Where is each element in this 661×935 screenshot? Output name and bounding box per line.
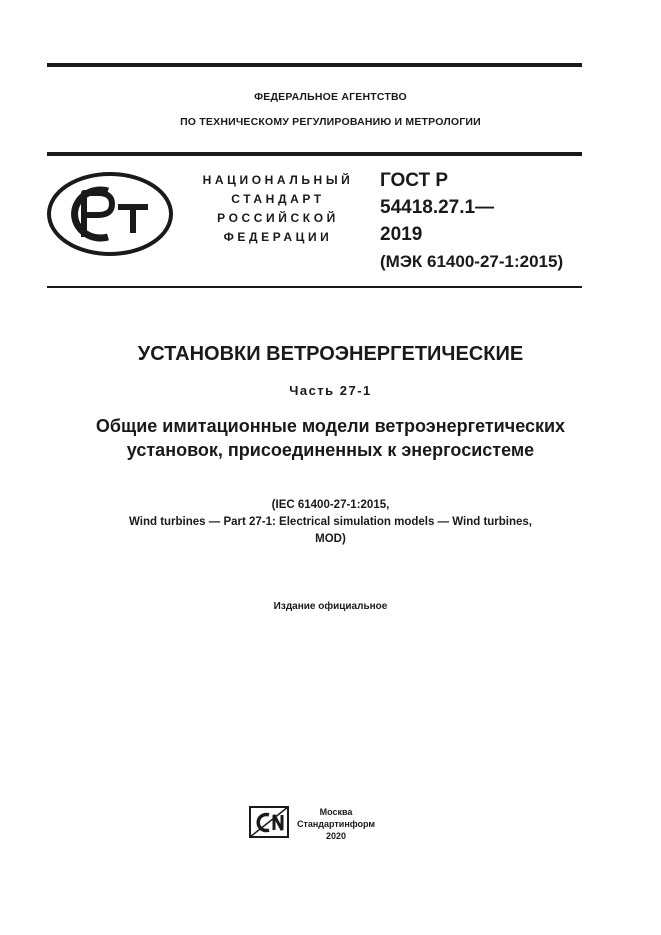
header-rule — [47, 152, 582, 156]
iec-line-3: MOD) — [315, 533, 346, 545]
document-subtitle — [0, 414, 661, 462]
edition-label: Издание официальное — [273, 601, 388, 612]
publisher-name: Стандартинформ — [296, 819, 376, 829]
designation-line-4: (МЭК 61400-27-1:2015) — [380, 252, 564, 271]
national-standard-block — [188, 171, 368, 247]
subtitle-line-2: установок, присоединенных к энергосистеме — [126, 440, 535, 460]
agency-line-1: ФЕДЕРАЛЬНОЕ АГЕНТСТВО — [254, 91, 407, 103]
part-number: Часть 27-1 — [289, 383, 372, 398]
rst-certification-mark-icon — [46, 171, 174, 257]
designation-line-2: 54418.27.1— — [380, 197, 495, 218]
agency-line-2: ПО ТЕХНИЧЕСКОМУ РЕГУЛИРОВАНИЮ И МЕТРОЛОГИИ — [180, 116, 481, 128]
subtitle-line-1: Общие имитационные модели ветроэнергетических — [95, 416, 566, 436]
designation-line-1: ГОСТ Р — [380, 170, 449, 191]
publisher-info — [296, 806, 376, 842]
iec-line-2: Wind turbines — Part 27-1: Electrical simulation models — Wind turbines, — [129, 516, 532, 528]
publisher-city: Москва — [319, 807, 353, 817]
national-standard-line-2: СТАНДАРТ — [231, 192, 325, 206]
national-standard-line-4: ФЕДЕРАЦИИ — [223, 230, 333, 244]
standard-designation — [380, 167, 563, 275]
publisher-year: 2020 — [325, 831, 347, 841]
iec-line-1: (IEC 61400-27-1:2015, — [271, 499, 390, 511]
national-standard-line-1: НАЦИОНАЛЬНЫЙ — [202, 173, 354, 187]
header-bottom-rule — [47, 286, 582, 288]
designation-line-3: 2019 — [380, 224, 423, 245]
standartinform-logo-icon — [249, 806, 289, 838]
document-title: УСТАНОВКИ ВЕТРОЭНЕРГЕТИЧЕСКИЕ — [137, 343, 524, 365]
national-standard-line-3: РОССИЙСКОЙ — [217, 211, 339, 225]
top-rule — [47, 63, 582, 67]
iec-reference — [0, 497, 661, 548]
